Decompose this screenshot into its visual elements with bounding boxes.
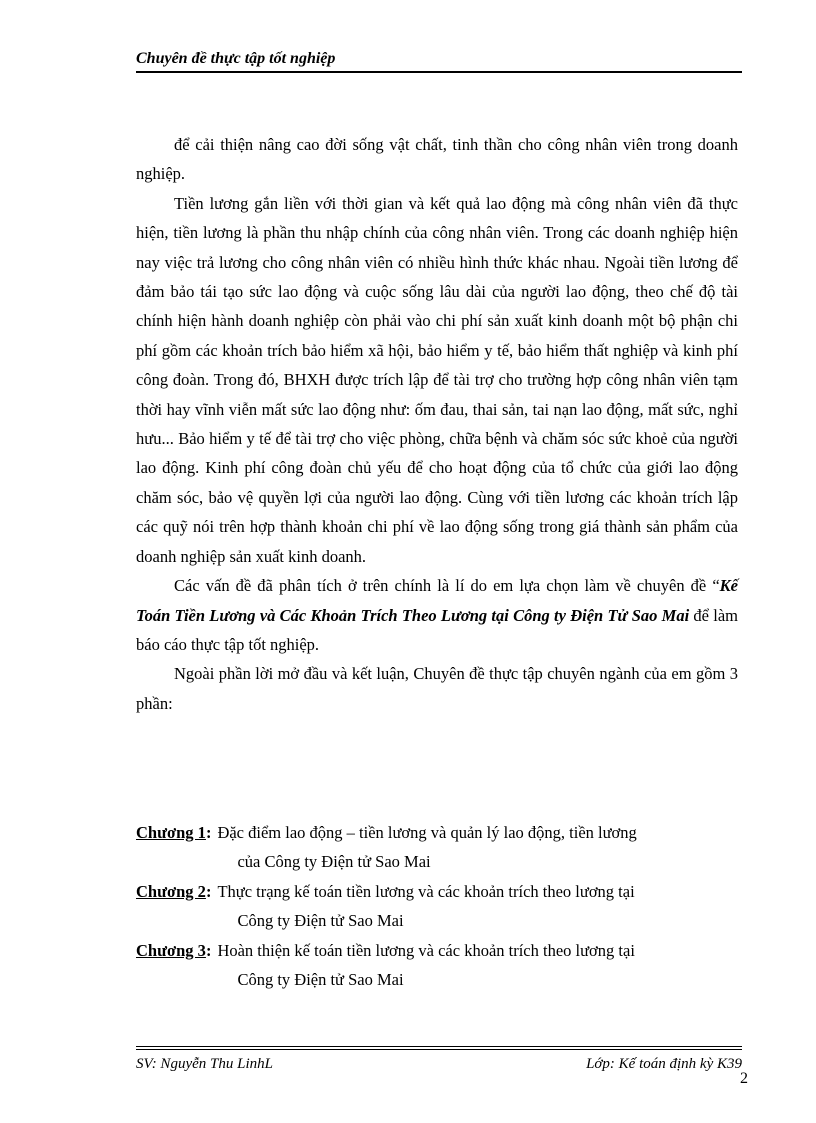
footer-rule [136,1049,742,1050]
chapter-text [217,936,738,995]
paragraph: để cải thiện nâng cao đời sống vật chất, tinh thần cho công nhân viên trong doanh nghiệp. [136,135,738,184]
chapter-line: Công ty Điện tử Sao Mai [237,970,404,990]
chapter-label: Chương 1 [136,823,206,842]
intro-paragraph: Ngoài phần lời mở đầu và kết luận, Chuyên đề thực tập chuyên ngành của em gồm 3 phần: [136,664,738,713]
topic-title: Kế Toán Tiền Lương và Các Khoản Trích Theo Lương tại Công ty Điện Tử Sao Mai [136,576,738,625]
chapter-line: Đặc điểm lao động – tiền lương và quản lý lao động, tiền lương [217,823,637,842]
chapter-item: Chương 2 : Thực trạng kế toán tiền lương và các khoản trích theo lương tại Công ty Điện tử Sao Mai [136,877,738,936]
chapter-list [136,818,738,994]
chapter-text [217,877,738,936]
chapter-line: Công ty Điện tử Sao Mai [237,911,404,931]
chapter-line: của Công ty Điện tử Sao Mai [237,852,431,872]
topic-paragraph [136,571,738,659]
header-title: Chuyên đề thực tập tốt nghiệp [136,50,336,67]
document-body [136,130,738,718]
page-number: 2 [740,1070,748,1087]
topic-after: để làm báo cáo thực tập tốt nghiệp. [136,605,738,654]
page-footer [136,1046,742,1073]
chapter-label: Chương 2 [136,881,206,901]
paragraph: Tiền lương gắn liền với thời gian và kết quả lao động mà công nhân viên đã thực hiện, tiền lương là phần thu nhập chính của công nhân viên. Trong các doanh nghiệp hiện nay việc trả lương cho công nhân viên có nhiều hình thức khác nhau. Ngoài tiền lương để đảm bảo tái tạo sức lao động và cuộc sống lâu dài của người lao động, theo chế độ tài chính hiện hành doanh nghiệp còn phải vào chi phí sản xuất kinh doanh một bộ phận chi phí gồm các khoản trích bảo hiểm xã hội, bảo hiểm y tế, bảo hiểm thất nghiệp và kinh phí công đoàn. Trong đó, BHXH được trích lập để tài trợ cho trường hợp công nhân viên tạm thời hay vĩnh viễn mất sức lao động như: ốm đau, thai sản, tai nạn lao động, mất sức, nghỉ hưu... Bảo hiểm y tế để tài trợ cho việc phòng, chữa bệnh và chăm sóc sức khoẻ của người lao động. Kinh phí công đoàn chủ yếu để cho hoạt động của tổ chức của giới lao động chăm sóc, bảo vệ quyền lợi của người lao động. Cùng với tiền lương các khoản trích lập các quỹ nói trên hợp thành khoản chi phí về lao động sống trong giá thành sản phẩm của doanh nghiệp sản xuất kinh doanh. [136,193,738,566]
footer-student: SV: Nguyễn Thu LinhL [136,1056,273,1072]
chapter-line: Thực trạng kế toán tiền lương và các khoản trích theo lương tại [217,881,635,901]
footer-class: Lớp: Kế toán định kỳ K39 [586,1056,742,1072]
chapter-text [217,818,738,877]
chapter-item: Chương 1 : Đặc điểm lao động – tiền lương và quản lý lao động, tiền lương của Công ty Điện tử Sao Mai [136,818,738,877]
topic-before: Các vấn đề đã phân tích ở trên chính là lí do em lựa chọn làm về chuyên đề “ [174,576,720,596]
footer-rule [136,1046,742,1047]
chapter-item: Chương 3 : Hoàn thiện kế toán tiền lương và các khoản trích theo lương tại Công ty Điện tử Sao Mai [136,936,738,995]
chapter-label: Chương 3 [136,940,206,960]
footer-row [136,1056,742,1073]
chapter-line: Hoàn thiện kế toán tiền lương và các khoản trích theo lương tại [217,940,635,960]
page-header [136,48,742,73]
header-rule [136,71,742,73]
